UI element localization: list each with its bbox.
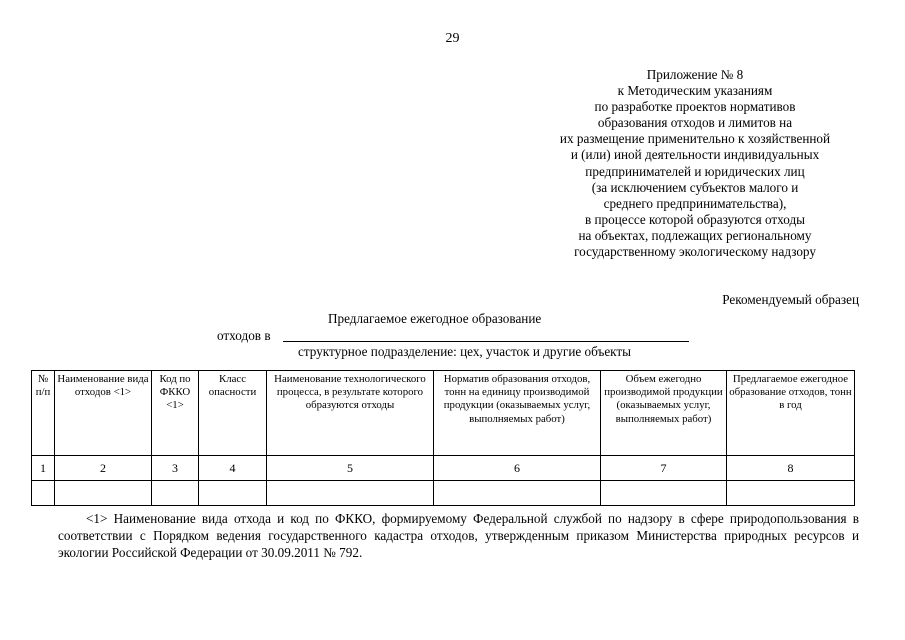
table-column-number: 7 — [601, 456, 727, 481]
table-column-number: 5 — [267, 456, 434, 481]
table-header-cell: Норматив образования отходов, тонн на единицу производимой продукции (оказываемых услуг, выполняемых работ) — [434, 371, 601, 456]
table-cell — [727, 481, 855, 506]
table-header-row — [32, 371, 855, 456]
table-column-number: 6 — [434, 456, 601, 481]
table-column-number: 8 — [727, 456, 855, 481]
table-column-number: 1 — [32, 456, 55, 481]
table-cell — [267, 481, 434, 506]
table-header-cell: Класс опасности — [199, 371, 267, 456]
table-header-cell: Объем ежегодно производимой продукции (оказываемых услуг, выполняемых работ) — [601, 371, 727, 456]
appendix-line: (за исключением субъектов малого и — [591, 179, 799, 195]
appendix-line: государственному экологическому надзору — [574, 244, 816, 260]
table-header-cell: Предлагаемое ежегодное образование отходов, тонн в год — [727, 371, 855, 456]
footnote: <1> Наименование вида отхода и код по ФККО, формируемому Федеральной службой по надзору в сфере природопользования в соответствии с Порядком ведения государственного кадастра отходов, утвержденным приказом Министерства природных ресурсов и экологии Российской Федерации от 30.09.2011 № 792. — [58, 511, 859, 560]
table-header-cell: № п/п — [32, 371, 55, 456]
table-header-cell: Код по ФККО <1> — [152, 371, 199, 456]
form-title: Предлагаемое ежегодное образование — [328, 311, 542, 326]
table-cell — [199, 481, 267, 506]
table-column-number: 2 — [55, 456, 152, 481]
table-cell — [55, 481, 152, 506]
appendix-line: на объектах, подлежащих региональному — [578, 227, 812, 243]
sample-note: Рекомендуемый образец — [722, 292, 859, 307]
appendix-line: среднего предпринимательства), — [603, 195, 787, 211]
appendix-line: Приложение № 8 — [646, 67, 744, 82]
waste-table — [31, 370, 855, 506]
table-column-number-row — [32, 456, 855, 481]
appendix-line: образования отходов и лимитов на — [597, 115, 793, 131]
table-cell — [601, 481, 727, 506]
appendix-line: по разработке проектов нормативов — [594, 99, 796, 115]
appendix-line: и (или) иной деятельности индивидуальных — [570, 147, 820, 163]
table-column-number: 3 — [152, 456, 199, 481]
form-caption: структурное подразделение: цех, участок и другие объекты — [298, 344, 632, 359]
page-number: 29 — [445, 31, 460, 46]
table-empty-row — [32, 481, 855, 506]
table-cell — [32, 481, 55, 506]
table-header-cell: Наименование технологического процесса, в результате которого образуются отходы — [267, 371, 434, 456]
appendix-line: в процессе которой образуются отходы — [584, 211, 806, 227]
table-cell — [152, 481, 199, 506]
form-blank-line — [283, 341, 689, 342]
table-column-number: 4 — [199, 456, 267, 481]
appendix-heading — [530, 67, 860, 260]
appendix-line: к Методическим указаниям — [617, 83, 773, 99]
table-header-cell: Наименование вида отходов <1> — [55, 371, 152, 456]
appendix-line: их размещение применительно к хозяйственной — [559, 131, 831, 147]
table-cell — [434, 481, 601, 506]
form-lead-label: отходов в — [217, 328, 271, 343]
appendix-line: предпринимателей и юридических лиц — [585, 163, 805, 179]
